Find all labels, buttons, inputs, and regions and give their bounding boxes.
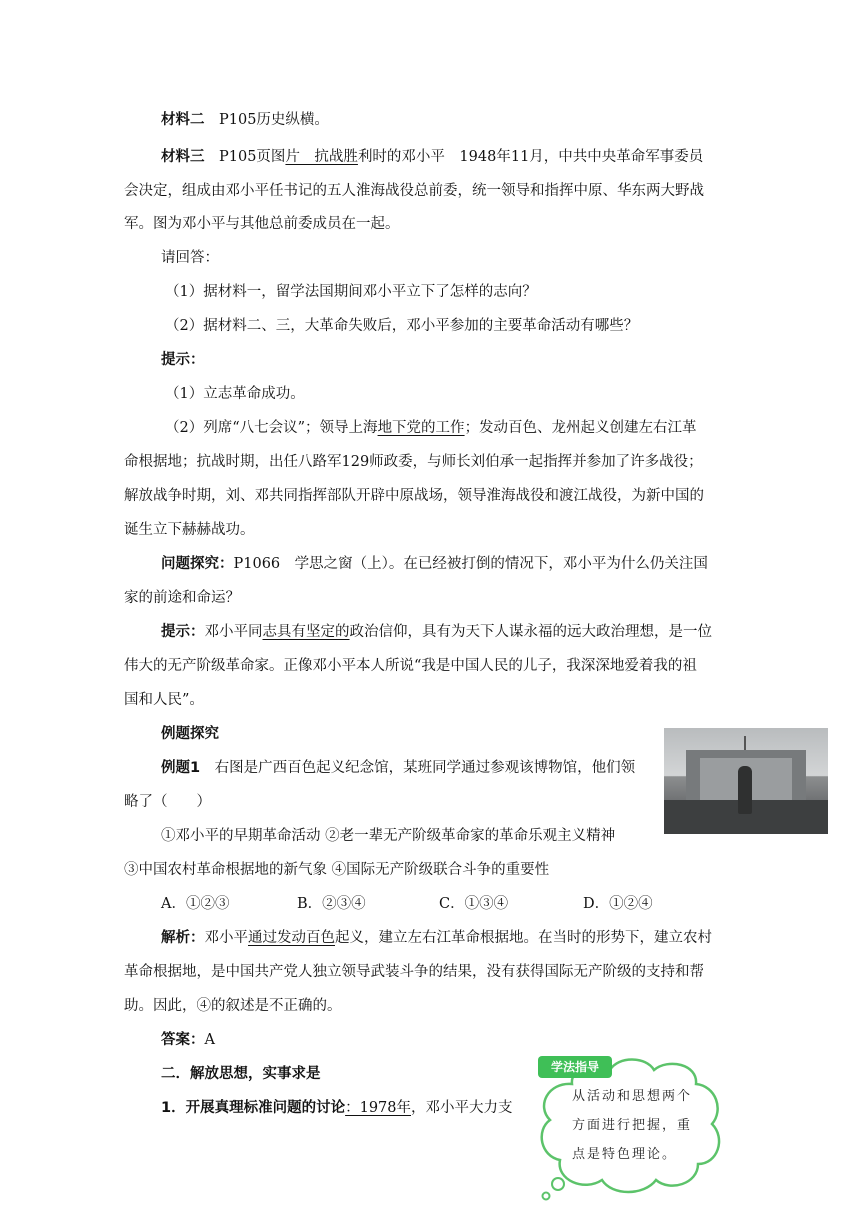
material-two-label: 材料二 <box>161 112 205 128</box>
analysis-label: 解析： <box>161 930 205 946</box>
section-heading: 二．解放思想，实事求是 <box>161 1066 321 1082</box>
inquiry-line-2: 家的前途和命运？ <box>124 590 240 606</box>
callout-line-3: 点是特色理论。 <box>572 1147 678 1162</box>
inquiry-hint-line-3: 国和人民”。 <box>124 692 204 708</box>
option-b[interactable]: B．②③④ <box>297 896 366 912</box>
inquiry-hint-label: 提示： <box>161 624 205 640</box>
hint-answer-2-line-2: 命根据地；抗战时期，出任八路军129师政委，与师长刘伯承一起指挥并参加了许多战役； <box>124 454 703 470</box>
inquiry-hint-line <box>161 620 731 644</box>
material-three-label: 材料三 <box>161 149 205 165</box>
hint-answer-2 <box>165 416 735 440</box>
memorial-photo <box>664 728 828 834</box>
question-2: （2）据材料二、三，大革命失败后，邓小平参加的主要革命活动有哪些？ <box>165 318 639 334</box>
callout-line-2: 方面进行把握，重 <box>572 1118 693 1133</box>
analysis-line-3: 助。因此，④的叙述是不正确的。 <box>124 998 342 1014</box>
analysis-underlined: 通过发动百色 <box>248 930 335 946</box>
statement-line-1: ①邓小平的早期革命活动 ②老一辈无产阶级革命家的革命乐观主义精神 <box>161 828 616 844</box>
question-intro: 请回答： <box>161 250 219 266</box>
inquiry-text: P1066 学思之窗（上）。在已经被打倒的情况下，邓小平为什么仍关注国 <box>233 556 708 572</box>
statue-icon <box>738 766 752 814</box>
section-item-1 <box>161 1096 531 1120</box>
example-1-line-2: 略了（ ） <box>124 794 211 810</box>
hint-label: 提示： <box>161 352 205 368</box>
hint-answer-2-b: ；发动百色、龙州起义创建左右江革 <box>464 420 697 436</box>
example-1-label: 例题1 <box>161 760 201 776</box>
example-1-text: 右图是广西百色起义纪念馆，某班同学通过参观该博物馆，他们领 <box>200 760 636 776</box>
material-three-underlined: 片 抗战胜 <box>285 149 358 165</box>
inquiry-hint-line-2: 伟大的无产阶级革命家。正像邓小平本人所说“我是中国人民的儿子，我深深地爱着我的祖 <box>124 658 697 674</box>
section-item-1-text: ，邓小平大力支 <box>411 1100 513 1116</box>
callout-line-1: 从活动和思想两个 <box>572 1089 693 1104</box>
inquiry-hint-b: 政治信仰，具有为天下人谋永福的远大政治理想，是一位 <box>349 624 712 640</box>
statement-line-2: ③中国农村革命根据地的新气象 ④国际无产阶级联合斗争的重要性 <box>124 862 550 878</box>
inquiry-line <box>161 552 731 576</box>
inquiry-hint-underlined: 志具有坚定的 <box>262 624 350 640</box>
example-heading: 例题探究 <box>161 726 219 742</box>
material-three-text-b: 利时的邓小平 1948年11月，中共中央革命军事委员 <box>357 149 704 165</box>
option-d[interactable]: D．①②④ <box>583 896 653 912</box>
material-three-text-a: P105页图 <box>204 149 286 165</box>
inquiry-hint-a: 邓小平同 <box>204 624 263 640</box>
inquiry-label: 问题探究： <box>161 556 234 572</box>
section-item-1-label: 1．开展真理标准问题的讨论 <box>161 1100 346 1116</box>
material-two-text: P105历史纵横。 <box>204 112 329 128</box>
hint-answer-2-a: （2）列席“八七会议”；领导上海 <box>165 420 378 436</box>
answer-line <box>161 1028 731 1052</box>
hint-answer-2-line-3: 解放战争时期，刘、邓共同指挥部队开辟中原战场，领导淮海战役和渡江战役，为新中国的 <box>124 488 704 504</box>
answer-value: A <box>204 1032 215 1048</box>
analysis-line-2: 革命根据地，是中国共产党人独立领导武装斗争的结果，没有获得国际无产阶级的支持和帮 <box>124 964 704 980</box>
analysis-b: 起义，建立左右江革命根据地。在当时的形势下，建立农村 <box>335 930 712 946</box>
analysis-line <box>161 926 731 950</box>
material-three-line <box>161 145 731 169</box>
example-1-line <box>161 756 656 780</box>
option-c[interactable]: C．①③④ <box>439 896 509 912</box>
hint-answer-2-line-4: 诞生立下赫赫战功。 <box>124 522 255 538</box>
option-a[interactable]: A．①②③ <box>161 896 230 912</box>
hint-answer-2-underlined: 地下党的工作 <box>377 420 465 436</box>
section-item-1-underlined: ：1978年 <box>345 1100 411 1116</box>
material-three-line-3: 军。图为邓小平与其他总前委成员在一起。 <box>124 216 400 232</box>
material-three-line-2: 会决定，组成由邓小平任书记的五人淮海战役总前委，统一领导和指挥中原、华东两大野战 <box>124 183 704 199</box>
hint-answer-1: （1）立志革命成功。 <box>165 386 305 402</box>
question-1: （1）据材料一，留学法国期间邓小平立下了怎样的志向？ <box>165 284 537 300</box>
analysis-a: 邓小平 <box>204 930 248 946</box>
callout-tag: 学法指导 <box>538 1056 612 1078</box>
callout-text <box>572 1082 712 1169</box>
material-two-line <box>161 108 731 132</box>
answer-label: 答案： <box>161 1032 205 1048</box>
